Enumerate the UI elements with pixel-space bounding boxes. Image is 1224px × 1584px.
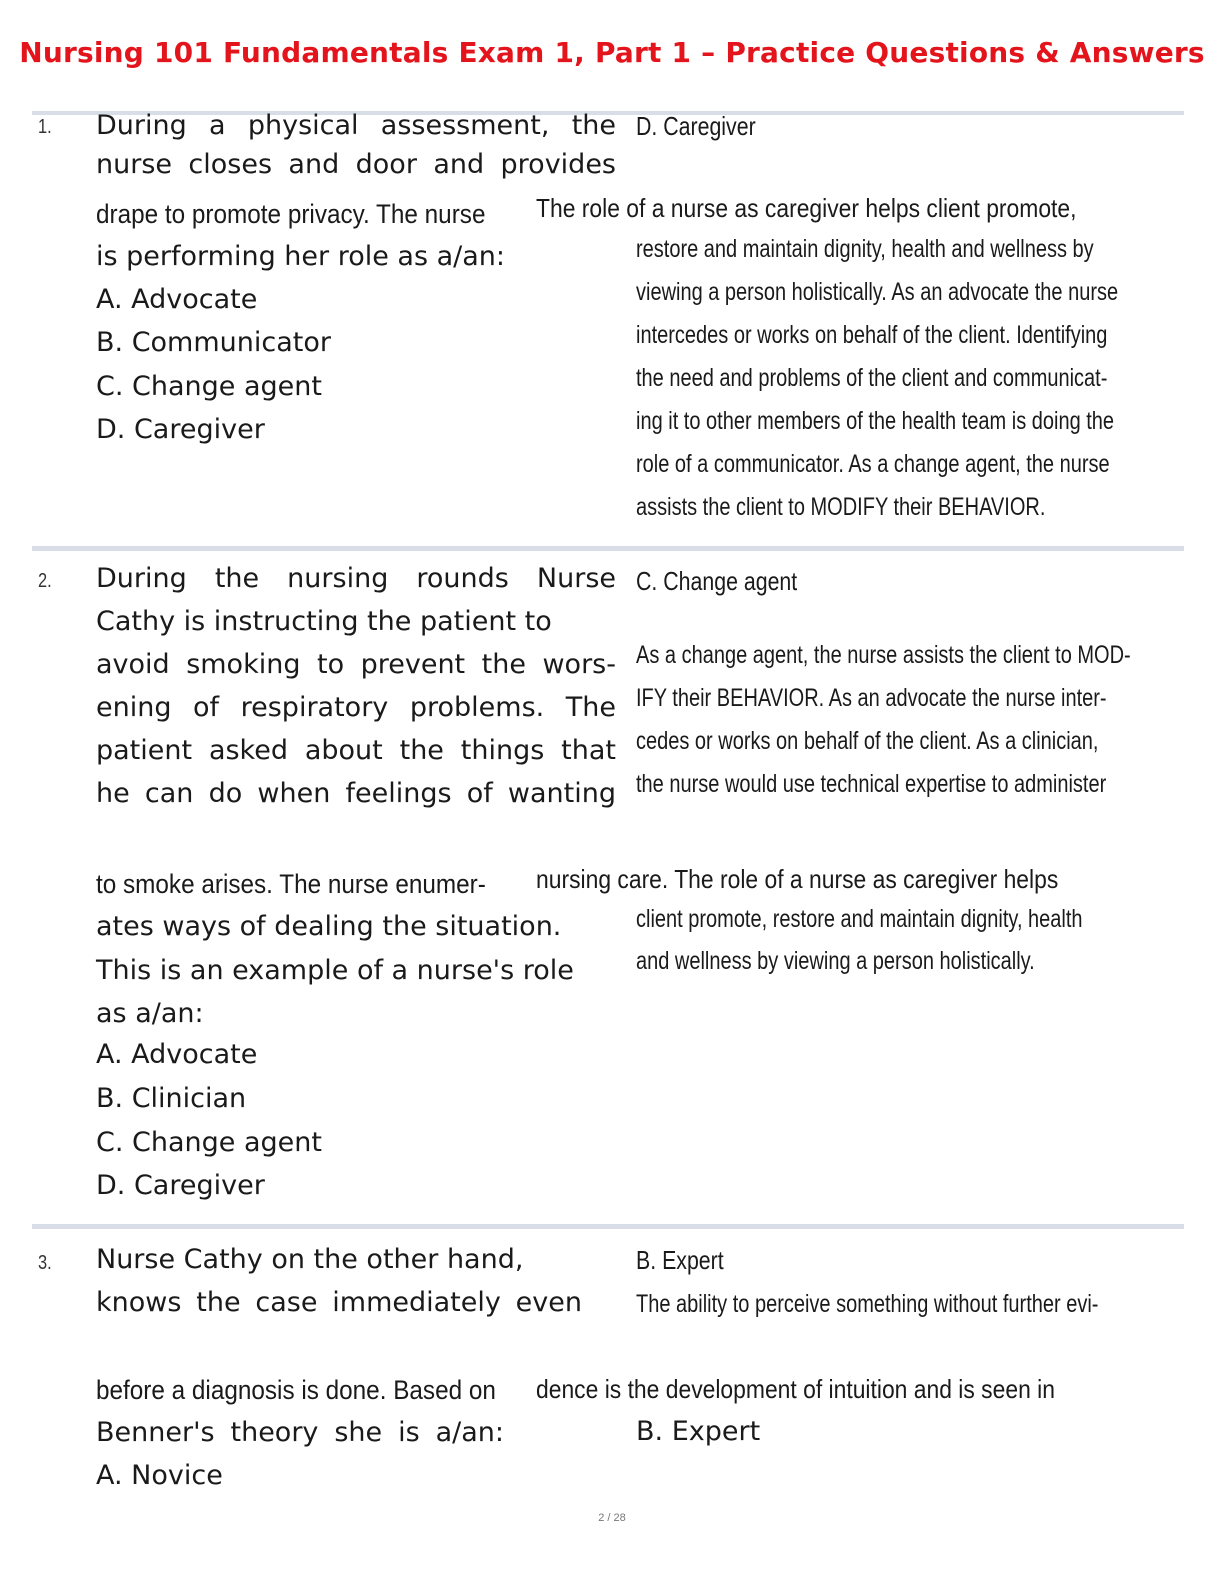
question-text-line: knows the case immediately even: [96, 1287, 582, 1318]
explanation-line: role of a communicator. As a change agent, the nurse: [636, 450, 1110, 478]
question-text-line: ening of respiratory problems. The: [96, 692, 616, 723]
divider: [32, 546, 1184, 551]
question-number: 2.: [38, 570, 52, 592]
question-text-line: Nurse Cathy on the other hand,: [96, 1244, 524, 1275]
question-number: 1.: [38, 116, 52, 138]
option-a: A. Advocate: [96, 284, 258, 315]
question-text-line: ates ways of dealing the situation.: [96, 911, 562, 942]
page-number: 2 / 28: [598, 1512, 626, 1524]
answer: C. Change agent: [636, 566, 798, 596]
question-text-line: drape to promote privacy. The nurse: [96, 199, 486, 229]
question-text-line: avoid smoking to prevent the wors-: [96, 649, 616, 680]
question-text-line: During the nursing rounds Nurse: [96, 563, 616, 594]
explanation-line: and wellness by viewing a person holistically.: [636, 947, 1035, 975]
explanation-line: The role of a nurse as caregiver helps client promote,: [536, 193, 1077, 223]
explanation-line: IFY their BEHAVIOR. As an advocate the nurse inter-: [636, 684, 1107, 712]
explanation-line: cedes or works on behalf of the client. As a clinician,: [636, 727, 1099, 755]
question-text-line: to smoke arises. The nurse enumer-: [96, 869, 486, 899]
question-text-line: nurse closes and door and provides: [96, 149, 616, 180]
question-number: 3.: [38, 1252, 52, 1274]
question-text-line: as a/an:: [96, 998, 204, 1029]
answer: D. Caregiver: [636, 111, 756, 141]
explanation-line: assists the client to MODIFY their BEHAVIOR.: [636, 493, 1046, 521]
option-a: A. Novice: [96, 1460, 223, 1491]
page-title: Nursing 101 Fundamentals Exam 1, Part 1 – Practice Questions & Answers: [19, 36, 1205, 69]
explanation-line: As a change agent, the nurse assists the client to MOD-: [636, 641, 1131, 669]
explanation-line: The ability to perceive something without further evi-: [636, 1290, 1099, 1318]
explanation-line: dence is the development of intuition and is seen in: [536, 1374, 1055, 1404]
explanation-line: the need and problems of the client and communicat-: [636, 364, 1108, 392]
question-text-line: he can do when feelings of wanting: [96, 778, 616, 809]
question-text-line: During a physical assessment, the: [96, 110, 616, 141]
question-text-line: before a diagnosis is done. Based on: [96, 1375, 496, 1405]
explanation-line: ing it to other members of the health team is doing the: [636, 407, 1115, 435]
explanation-line: the nurse would use technical expertise to administer: [636, 770, 1107, 798]
question-text-line: Benner's theory she is a/an:: [96, 1417, 504, 1448]
option-a: A. Advocate: [96, 1039, 258, 1070]
answer: B. Expert: [636, 1245, 724, 1275]
question-text-line: is performing her role as a/an:: [96, 241, 506, 272]
option-d: D. Caregiver: [96, 1170, 265, 1201]
explanation-line: nursing care. The role of a nurse as caregiver helps: [536, 864, 1059, 894]
explanation-line: intercedes or works on behalf of the client. Identifying: [636, 321, 1108, 349]
option-b: B. Clinician: [96, 1083, 247, 1114]
question-text-line: This is an example of a nurse's role: [96, 955, 574, 986]
option-c: C. Change agent: [96, 371, 322, 402]
explanation-line: client promote, restore and maintain dignity, health: [636, 905, 1083, 933]
question-text-line: Cathy is instructing the patient to: [96, 606, 552, 637]
option-d: D. Caregiver: [96, 414, 265, 445]
question-text-line: patient asked about the things that: [96, 735, 616, 766]
divider: [32, 1224, 1184, 1229]
explanation-line: B. Expert: [636, 1416, 761, 1447]
explanation-line: restore and maintain dignity, health and wellness by: [636, 235, 1094, 263]
option-c: C. Change agent: [96, 1127, 322, 1158]
option-b: B. Communicator: [96, 327, 331, 358]
explanation-line: viewing a person holistically. As an advocate the nurse: [636, 278, 1119, 306]
